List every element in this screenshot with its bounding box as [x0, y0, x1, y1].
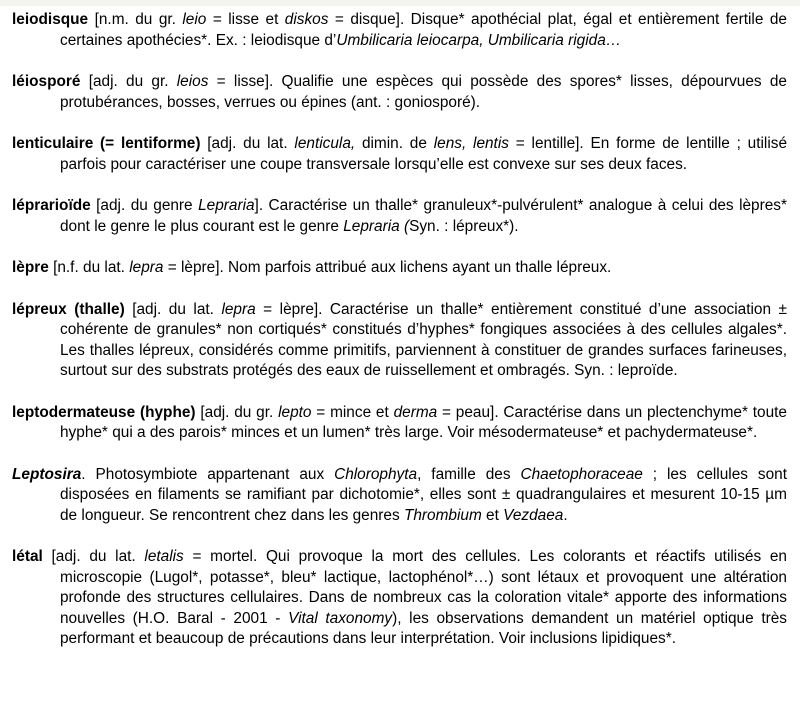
glossary-entries: [12, 10, 787, 650]
definition-text: [adj. du gr.: [195, 403, 279, 421]
definition-text: [adj. du lat.: [124, 300, 222, 318]
definition-text: = lèpre]. Nom parfois attribué aux lichens ayant un thalle lépreux.: [163, 259, 612, 276]
glossary-entry-lenticulaire: [12, 134, 787, 175]
italic-text: Thrombium: [403, 506, 482, 524]
italic-text: Umbilicaria leiocarpa, Umbilicaria rigida…: [336, 31, 622, 49]
glossary-entry-leptodermateuse: [12, 403, 787, 444]
glossary-entry-lepreux: [12, 300, 787, 382]
definition-text: [n.f. du lat.: [48, 259, 130, 276]
definition-text: dimin. de: [355, 135, 434, 152]
italic-text: lenticula,: [294, 135, 356, 152]
definition-text: [n.m. du gr.: [88, 11, 183, 28]
definition-text: , famille des: [417, 465, 521, 483]
entry-term: leiodisque: [12, 11, 89, 28]
glossary-entry-leiospore: [12, 72, 787, 113]
definition-text: Syn. : lépreux*).: [409, 217, 519, 235]
definition-text: . Photosymbiote appartenant aux: [81, 465, 335, 483]
glossary-entry-letal: [12, 547, 787, 650]
definition-text: ; les cellules sont disposées en filaments se ramifiant par dichotomie*, elles sont ± quadrangulaires et mesurent 10-15 µm de longueur. Se rencontrent chez dans les genres: [60, 465, 787, 524]
entry-term: Leptosira: [12, 465, 82, 483]
definition-text: = mortel. Qui provoque la mort des cellules. Les colorants et réactifs utilisés en microscopie (Lugol*, potasse*, bleu* lactique, lactophénol*…) sont létaux et provoquent une altération profonde des structures cellulaires. Dans de nombreux cas la coloration vitale* apporte des informations nouvelles (H.O. Baral - 2001 -: [60, 548, 787, 627]
glossary-entry-leptosira: [12, 465, 787, 527]
top-shade: [0, 0, 800, 6]
definition-text: ), les observations demandent un matériel optique très performant et beaucoup de précautions dans leur interprétation. Voir inclusions lipidiques*.: [60, 609, 787, 647]
italic-text: Vital taxonomy: [288, 609, 393, 627]
glossary-entry-leiodisque: [12, 10, 787, 51]
definition-text: = lentille]. En forme de lentille ; utilisé parfois pour caractériser une coupe transversale lorsqu’elle est convexe sur ses deux faces.: [60, 135, 787, 173]
definition-text: [adj. du genre: [90, 197, 199, 214]
entry-term: léiosporé: [12, 73, 81, 90]
italic-text: Vezdaea: [503, 506, 564, 524]
italic-text: lepra: [129, 259, 164, 276]
definition-text: [adj. du gr.: [80, 73, 177, 90]
entry-term: létal: [12, 548, 43, 565]
definition-text: = lisse et: [206, 11, 285, 28]
italic-text: Chlorophyta: [334, 465, 418, 483]
italic-text: derma: [393, 403, 438, 421]
entry-term: léprarioïde: [12, 197, 91, 214]
italic-text: lepra: [221, 300, 256, 318]
entry-term: lèpre: [12, 259, 49, 276]
italic-text: Lepraria: [198, 197, 255, 214]
entry-term: leptodermateuse (hyphe): [12, 403, 196, 421]
definition-text: = mince et: [311, 403, 394, 421]
definition-text: = lisse]. Qualifie une espèces qui possède des spores* lisses, dépourvues de protubérances, bosses, verrues ou épines (ant. : goniosporé).: [60, 73, 787, 111]
glossary-entry-leprarioide: [12, 196, 787, 237]
definition-text: ]. Caractérise un thalle* granuleux*-pulvérulent* analogue à celui des lèpres* dont le genre le plus courant est le genre: [60, 197, 787, 235]
italic-text: leio: [182, 11, 207, 28]
glossary-entry-lepre: [12, 258, 787, 279]
italic-text: letalis: [144, 548, 184, 565]
definition-text: [adj. du lat.: [200, 135, 295, 152]
italic-text: leios: [176, 73, 209, 90]
italic-text: diskos: [284, 11, 329, 28]
definition-text: [adj. du lat.: [42, 548, 145, 565]
entry-term: lenticulaire (= lentiforme): [12, 135, 201, 152]
definition-text: .: [563, 506, 568, 524]
italic-text: lepto: [278, 403, 312, 421]
definition-text: = peau]. Caractérise dans un plectenchyme* toute hyphe* qui a des parois* minces et un lumen* très large. Voir mésodermateuse* et pachydermateuse*.: [60, 403, 787, 441]
definition-text: = disque]. Disque* apothécial plat, égal et entièrement fertile de certaines apothécies*. Ex. : leiodisque d’: [60, 11, 787, 49]
italic-text: Chaetophoraceae: [520, 465, 643, 483]
entry-term: lépreux (thalle): [12, 300, 125, 318]
italic-text: lens, lentis: [433, 135, 509, 152]
definition-text: = lèpre]. Caractérise un thalle* entièrement constitué d’une association ± cohérente de granules* non cortiqués* constitués d’hyphes* fongiques associées à des cellules algales*. Les thalles lépreux, considérés comme primitifs, parviennent à constituer de grandes surfaces farineuses, surtout sur des substrats protégés des eaux de ruissellement et ombragés. Syn. : leproïde.: [60, 300, 787, 379]
italic-text: Lepraria (: [343, 217, 410, 235]
definition-text: et: [481, 506, 504, 524]
